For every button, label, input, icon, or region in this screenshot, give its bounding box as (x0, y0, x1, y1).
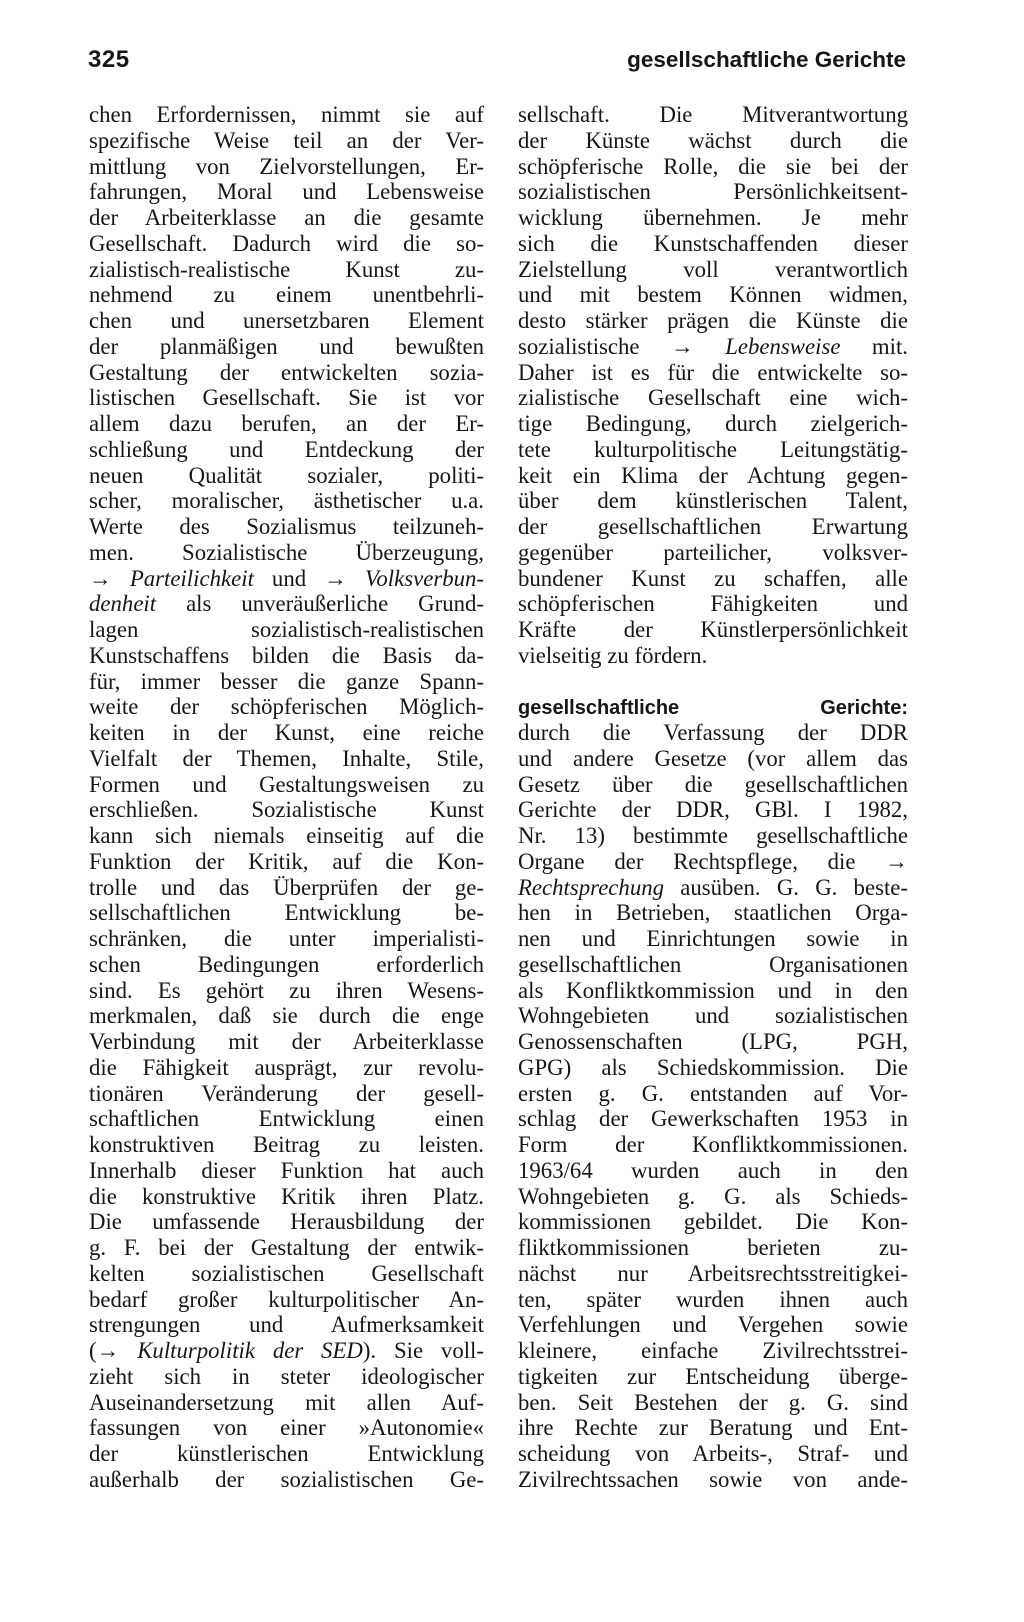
text-line: hen in Betrieben, staatlichen Orga- (518, 900, 908, 926)
text-line: wicklung übernehmen. Je mehr (518, 205, 908, 230)
text-line: tige Bedingung, durch zielgerich- (518, 411, 908, 436)
text-line: der Künste wächst durch die (518, 127, 908, 153)
text-line: Kunstschaffens bilden die Basis da- (89, 642, 484, 668)
text-line: sozialistische → Lebensweise mit. (518, 333, 908, 359)
text-line: ben. Seit Bestehen der g. G. sind (518, 1389, 908, 1415)
text-line: Kräfte der Künstlerpersönlichkeit (518, 617, 908, 642)
text-line: die Fähigkeit ausprägt, zur revolu- (89, 1054, 484, 1080)
text-line: Zivilrechtssachen sowie von ande- (518, 1466, 908, 1492)
text-line: außerhalb der sozialistischen Ge- (89, 1466, 484, 1492)
text-line: zialistisch-realistische Kunst zu- (89, 256, 484, 282)
text-line: chen und unersetzbaren Element (89, 308, 484, 333)
text-line: und andere Gesetze (vor allem das (518, 745, 908, 771)
text-line: bundener Kunst zu schaffen, alle (518, 565, 908, 591)
text-line: der Arbeiterklasse an die gesamte (89, 205, 484, 230)
text-line: spezifische Weise teil an der Ver- (89, 127, 484, 153)
text-line: Zielstellung voll verantwortlich (518, 256, 908, 282)
text-line: schen Bedingungen erforderlich (89, 951, 484, 977)
text-line: Rechtsprechung ausüben. G. G. beste- (518, 874, 908, 900)
text-line: chen Erfordernissen, nimmt sie auf (89, 102, 484, 127)
text-line: g. F. bei der Gestaltung der entwik- (89, 1235, 484, 1260)
text-line: nen und Einrichtungen sowie in (518, 926, 908, 951)
text-line: Die umfassende Herausbildung der (89, 1209, 484, 1235)
paragraph-gap (518, 669, 908, 695)
text-line: tionären Veränderung der gesell- (89, 1080, 484, 1106)
text-line: GPG) als Schiedskommission. Die (518, 1054, 908, 1080)
text-line: mittlung von Zielvorstellungen, Er- (89, 153, 484, 179)
text-line: Vielfalt der Themen, Inhalte, Stile, (89, 745, 484, 771)
text-line: gesellschaftlichen Organisationen (518, 951, 908, 977)
text-line: fliktkommissionen berieten zu- (518, 1235, 908, 1260)
text-line: Innerhalb dieser Funktion hat auch (89, 1157, 484, 1183)
text-line: keit ein Klima der Achtung gegen- (518, 462, 908, 488)
text-line: zialistische Gesellschaft eine wich- (518, 385, 908, 411)
text-line: kommissionen gebildet. Die Kon- (518, 1209, 908, 1235)
text-line: listischen Gesellschaft. Sie ist vor (89, 385, 484, 411)
text-line: über dem künstlerischen Talent, (518, 488, 908, 514)
text-line: vielseitig zu fördern. (518, 642, 708, 668)
page-header (88, 46, 906, 74)
text-line: kann sich niemals einseitig auf die (89, 823, 484, 848)
text-line: der gesellschaftlichen Erwartung (518, 514, 908, 539)
text-line: strengungen und Aufmerksamkeit (89, 1312, 484, 1338)
text-line: (→ Kulturpolitik der SED). Sie voll- (89, 1338, 484, 1363)
text-line: nächst nur Arbeitsrechtsstreitigkei- (518, 1260, 908, 1286)
text-line: die konstruktive Kritik ihren Platz. (89, 1183, 484, 1209)
text-line: sellschaft. Die Mitverantwortung (518, 102, 908, 127)
text-line: Nr. 13) bestimmte gesellschaftliche (518, 823, 908, 848)
text-line: → Parteilichkeit und → Volksverbun- (89, 565, 484, 591)
text-line: nehmend zu einem unentbehrli- (89, 282, 484, 308)
text-line: zieht sich in steter ideologischer (89, 1363, 484, 1389)
text-line: tigkeiten zur Entscheidung überge- (518, 1363, 908, 1389)
text-line: 1963/64 wurden auch in den (518, 1157, 908, 1183)
text-line: Wohngebieten und sozialistischen (518, 1003, 908, 1029)
text-line: neuen Qualität sozialer, politi- (89, 462, 484, 488)
text-line: bedarf großer kulturpolitischer An- (89, 1286, 484, 1312)
text-line: Auseinandersetzung mit allen Auf- (89, 1389, 484, 1415)
text-line: trolle und das Überprüfen der ge- (89, 874, 484, 900)
text-line: Genossenschaften (LPG, PGH, (518, 1029, 908, 1054)
text-line: schließung und Entdeckung der (89, 436, 484, 462)
text-line: ten, später wurden ihnen auch (518, 1286, 908, 1312)
text-line: scher, moralischer, ästhetischer u.a. (89, 488, 484, 514)
text-line: scheidung von Arbeits-, Straf- und (518, 1441, 908, 1466)
text-line: lagen sozialistisch-realistischen (89, 617, 484, 642)
text-line: allem dazu berufen, an der Er- (89, 411, 484, 436)
text-line: Verbindung mit der Arbeiterklasse (89, 1029, 484, 1054)
text-line: Werte des Sozialismus teilzuneh- (89, 514, 484, 539)
text-line: gesellschaftliche Gerichte: (518, 697, 908, 720)
text-line: durch die Verfassung der DDR (518, 720, 908, 745)
text-line: men. Sozialistische Überzeugung, (89, 539, 484, 565)
text-line: desto stärker prägen die Künste die (518, 308, 908, 333)
text-line: Daher ist es für die entwickelte so- (518, 359, 908, 385)
text-line: schränken, die unter imperialisti- (89, 926, 484, 951)
text-line: Gesellschaft. Dadurch wird die so- (89, 230, 484, 256)
text-line: Organe der Rechtspflege, die → (518, 848, 908, 874)
page-number: 325 (88, 46, 130, 73)
text-line: Wohngebieten g. G. als Schieds- (518, 1183, 908, 1209)
text-line: keiten in der Kunst, eine reiche (89, 720, 484, 745)
left-column (89, 102, 484, 1493)
text-line: schaftlichen Entwicklung einen (89, 1106, 484, 1132)
text-line: sellschaftlichen Entwicklung be- (89, 900, 484, 926)
text-line: gegenüber parteilicher, volksver- (518, 539, 908, 565)
text-line: Verfehlungen und Vergehen sowie (518, 1312, 908, 1338)
text-line: sind. Es gehört zu ihren Wesens- (89, 977, 484, 1003)
text-line: ihre Rechte zur Beratung und Ent- (518, 1415, 908, 1441)
text-line: weite der schöpferischen Möglich- (89, 694, 484, 720)
text-line: konstruktiven Beitrag zu leisten. (89, 1132, 484, 1157)
text-line: für, immer besser die ganze Spann- (89, 668, 484, 694)
text-line: merkmalen, daß sie durch die enge (89, 1003, 484, 1029)
running-head: gesellschaftliche Gerichte (627, 47, 906, 72)
text-line: Gerichte der DDR, GBl. I 1982, (518, 797, 908, 823)
right-column (518, 102, 908, 1493)
text-line: Gestaltung der entwickelten sozia- (89, 359, 484, 385)
text-line: erschließen. Sozialistische Kunst (89, 797, 484, 823)
text-line: Form der Konfliktkommissionen. (518, 1132, 908, 1157)
text-line: fassungen von einer »Autonomie« (89, 1415, 484, 1441)
text-line: kleinere, einfache Zivilrechtsstrei- (518, 1338, 908, 1363)
text-line: als Konfliktkommission und in den (518, 977, 908, 1003)
text-line: schöpferischen Fähigkeiten und (518, 591, 908, 617)
text-line: Formen und Gestaltungsweisen zu (89, 771, 484, 797)
text-line: sozialistischen Persönlichkeitsent- (518, 179, 908, 205)
text-line: der künstlerischen Entwicklung (89, 1441, 484, 1466)
text-line: kelten sozialistischen Gesellschaft (89, 1260, 484, 1286)
text-line: sich die Kunstschaffenden dieser (518, 230, 908, 256)
text-line: ersten g. G. entstanden auf Vor- (518, 1080, 908, 1106)
text-line: fahrungen, Moral und Lebensweise (89, 179, 484, 205)
text-line: Funktion der Kritik, auf die Kon- (89, 848, 484, 874)
text-line: schlag der Gewerkschaften 1953 in (518, 1106, 908, 1132)
text-line: schöpferische Rolle, die sie bei der (518, 153, 908, 179)
text-line: Gesetz über die gesellschaftlichen (518, 771, 908, 797)
text-line: und mit bestem Können widmen, (518, 282, 908, 308)
text-line: der planmäßigen und bewußten (89, 333, 484, 359)
text-line: tete kulturpolitische Leitungstätig- (518, 436, 908, 462)
text-line: denheit als unveräußerliche Grund- (89, 591, 484, 617)
